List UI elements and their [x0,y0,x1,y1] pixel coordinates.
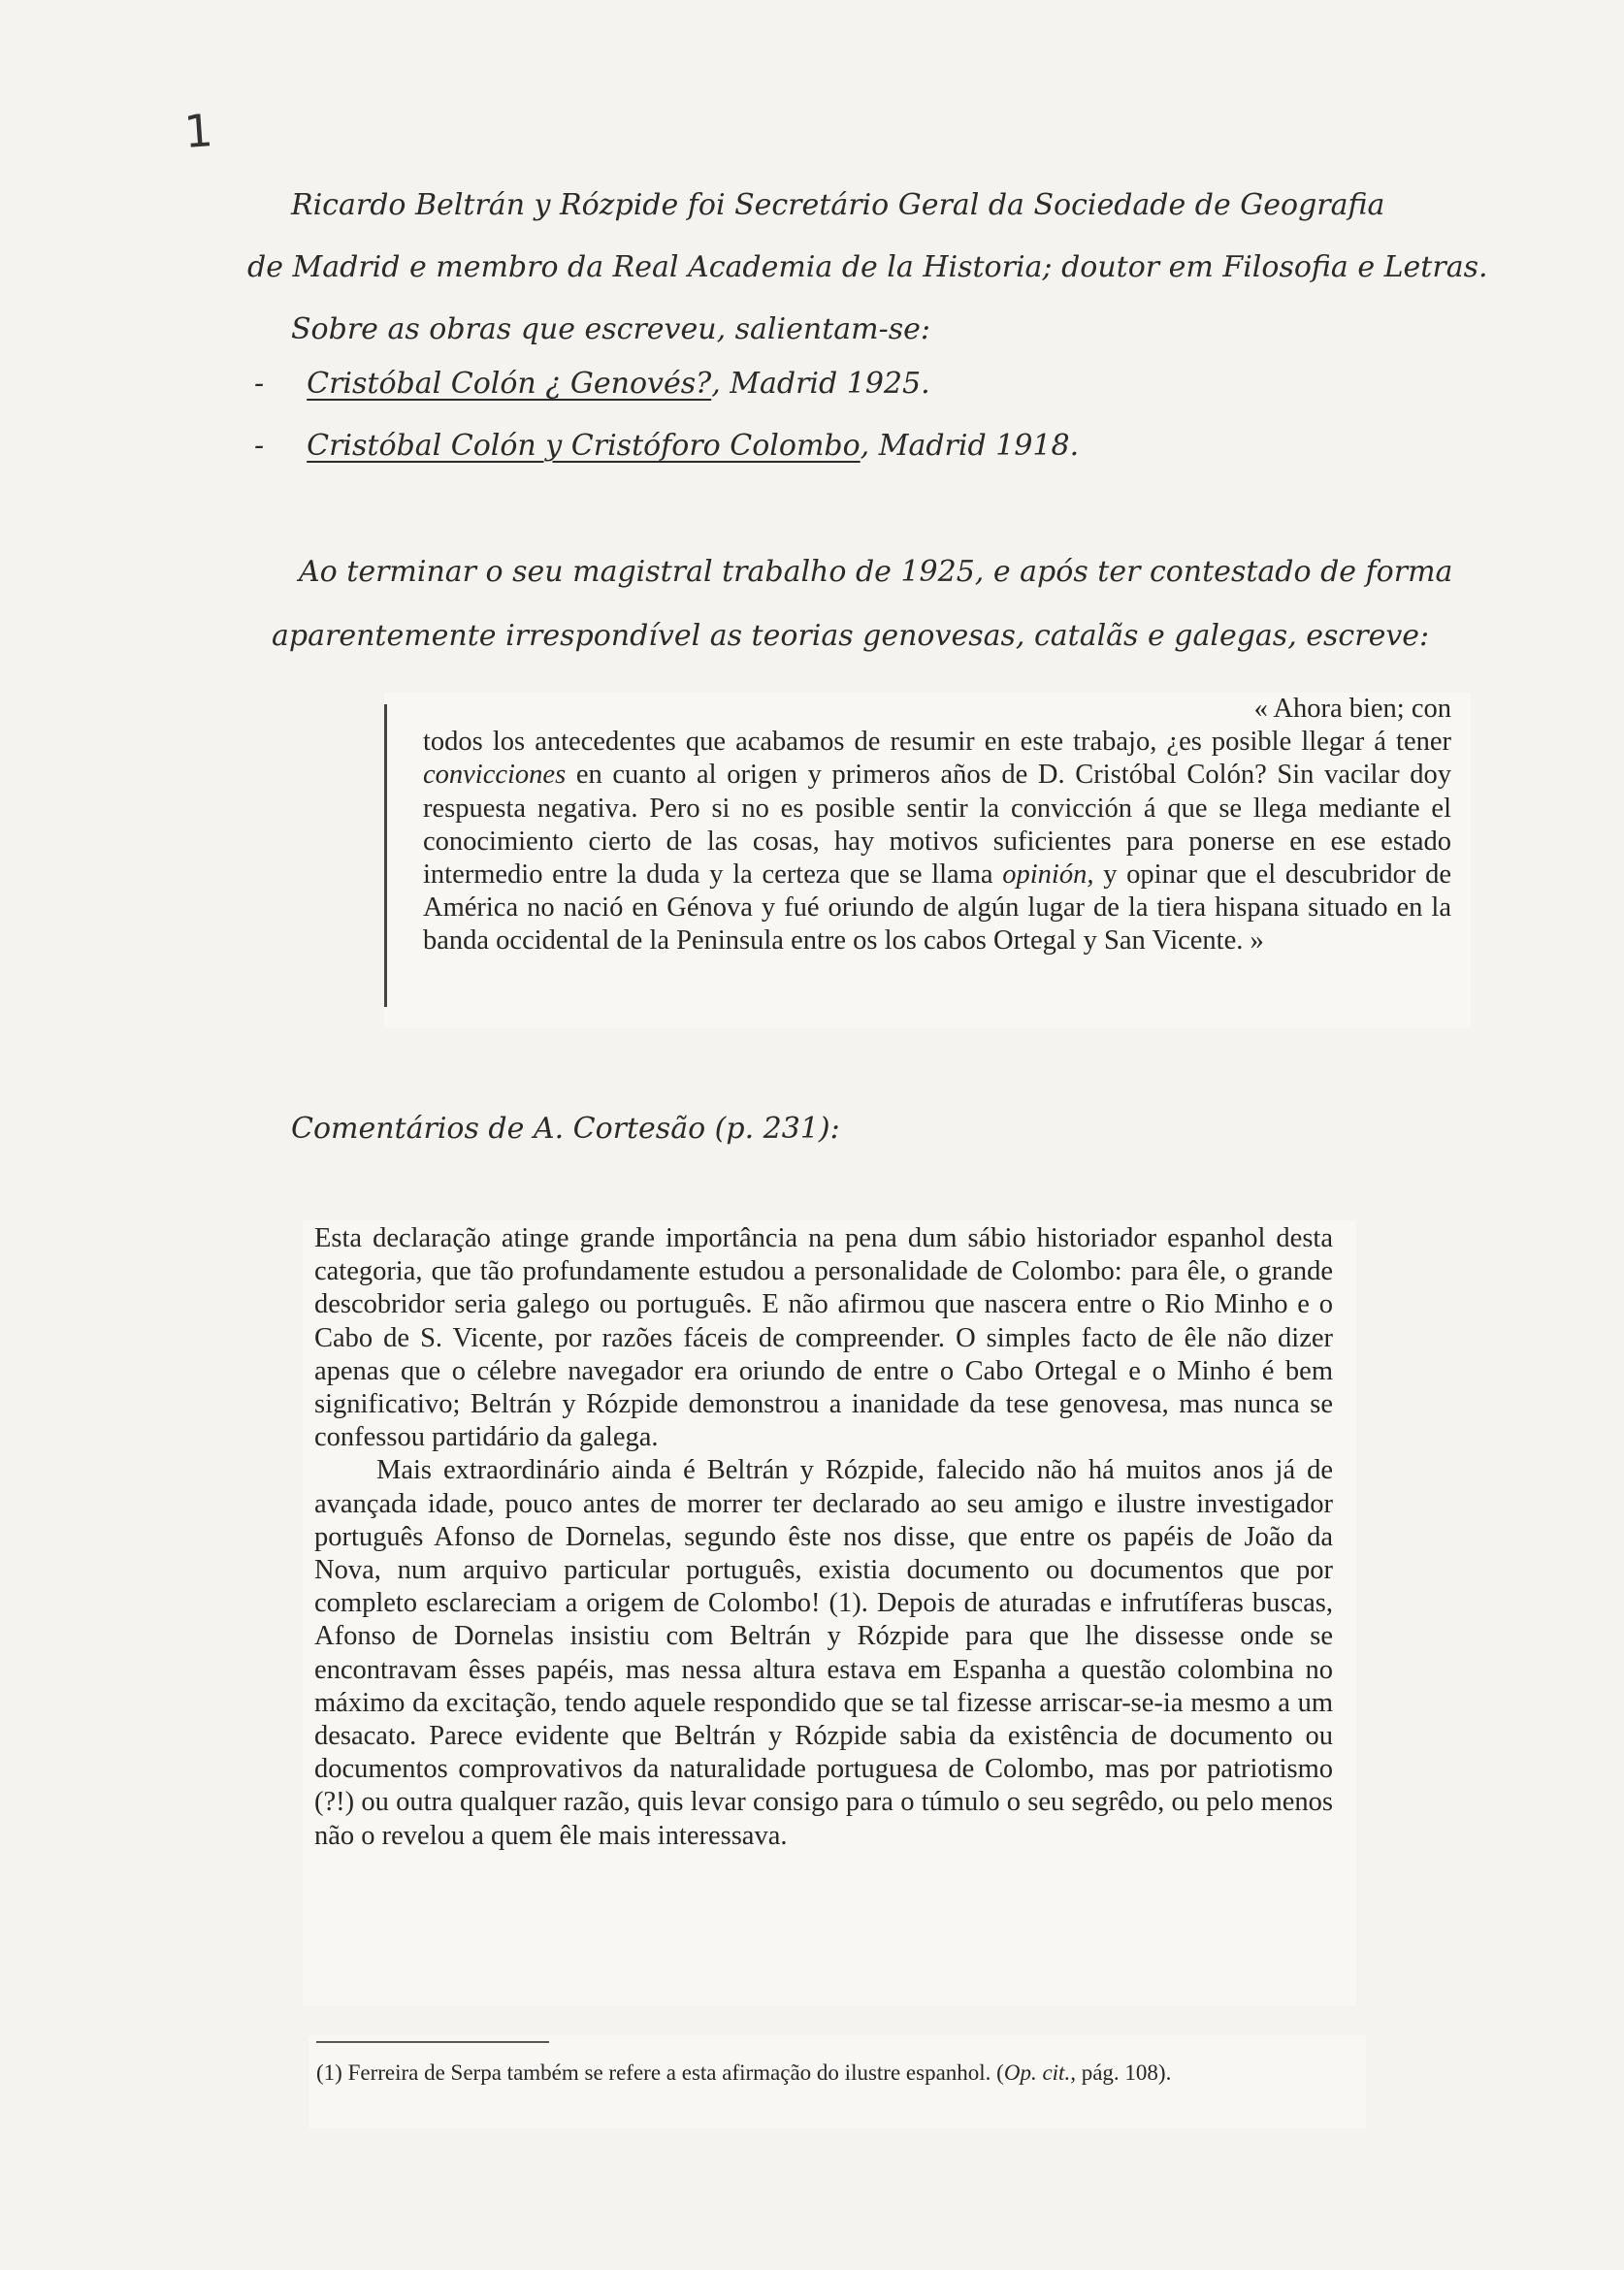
footnote [316,2059,1354,2088]
book-title: Cristóbal Colón ¿ Genovés? [307,367,712,401]
quote-segment: en cuanto al origen y primeros años de D. Cristóbal Colón? Sin vacilar doy respuesta negativa. Pero si no es posible sentir la convicción á que se llega mediante el conocimiento cierto de las cosas, hay motivos suficientes para ponerse en ese estado intermedio entre la duda y la certeza que se llama [423,760,1451,891]
quote-emphasis: opinión, [1002,859,1094,891]
book-title: Cristóbal Colón y Cristóforo Colombo [307,429,861,463]
list-bullet: - [254,367,265,401]
quote-opening: « Ahora bien; con [1253,694,1451,724]
quote-text [423,693,1451,958]
handwritten-list-item [254,367,930,401]
book-place-year: , Madrid 1925. [711,367,930,401]
quote-segment: y opinar que el descubridor de América no nació en Génova y fué oriundo de algún lugar de la tiera hispana situado en la banda occidental de la Peninsula entre os los cabos Ortegal y San Vicente. » [423,859,1451,957]
quote-margin-bar [384,704,387,1007]
quote-segment: todos los antecedentes que acabamos de resumir en este trabajo, ¿es posible llegar á tener [423,727,1451,758]
commentary-heading: Comentários de A. Cortesão (p. 231): [291,1112,840,1146]
body-paragraph-1: Esta declaração atinge grande importância na pena dum sábio historiador espanhol desta categoria, que tão profundamente estudou a personalidade de Colombo: para êle, o grande descobridor seria galego ou português. E não afirmou que nascera entre o Rio Minho e o Cabo de S. Vicente, por razões fáceis de compreender. O simples facto de êle não dizer apenas que o célebre navegador era oriundo de entre o Cabo Ortegal e o Minho é bem significativo; Beltrán y Rózpide demonstrou a inanidade da tese genovesa, mas nunca se confessou partidário da galega. [314,1223,1333,1453]
footnote-rule [316,2041,549,2043]
handwritten-line-3: Sobre as obras que escreveu, salientam-se: [291,312,930,346]
body-clipping [303,1220,1356,2006]
footnote-text: (1) Ferreira de Serpa também se refere a esta afirmação do ilustre espanhol. ( [316,2060,1004,2085]
handwritten-para-line-2: aparentemente irrespondível as teorias genovesas, catalãs e galegas, escreve: [272,619,1430,653]
list-bullet: - [254,429,265,463]
body-text [314,1222,1333,1853]
body-paragraph-2: Mais extraordinário ainda é Beltrán y Rózpide, falecido não há muitos anos já de avançada idade, pouco antes de morrer ter declarado ao seu amigo e ilustre investigador português Afonso de Dornelas, segundo êste nos disse, que entre os papéis de João da Nova, num arquivo particular português, existia documento ou documentos que por completo esclareciam a origem de Colombo! (1). Depois de aturadas e infrutíferas buscas, Afonso de Dornelas insistiu com Beltrán y Rózpide para que lhe dissesse onde se encontravam êsses papéis, mas nessa altura estava em Espanha a questão colombina no máximo da excitação, tendo aquele respondido que se tal fizesse arriscar-se-ia mesmo a um desacato. Parece evidente que Beltrán y Rózpide sabia da existência de documento ou documentos comprovativos da naturalidade portuguesa de Colombo, mas por patriotismo (?!) ou outra qualquer razão, quis levar consigo para o túmulo o seu segrêdo, ou pelo menos não o revelou a quem êle mais interessava. [314,1455,1333,1851]
handwritten-para-line-1: Ao terminar o seu magistral trabalho de 1925, e após ter contestado de forma [299,555,1453,589]
book-place-year: , Madrid 1918. [860,429,1080,463]
handwritten-line-2: de Madrid e membro da Real Academia de la Historia; doutor em Filosofia e Letras. [247,250,1488,284]
footnote-text: pág. 108). [1075,2060,1172,2085]
handwritten-list-item [254,429,1079,463]
quote-emphasis: convicciones [423,760,567,791]
footnote-emphasis: Op. cit., [1003,2060,1076,2085]
quote-clipping [384,693,1471,1028]
page-number-mark: 1 [182,104,215,158]
handwritten-line-1: Ricardo Beltrán y Rózpide foi Secretário Geral da Sociedade de Geografia [291,188,1385,222]
footnote-clipping [309,2035,1366,2128]
